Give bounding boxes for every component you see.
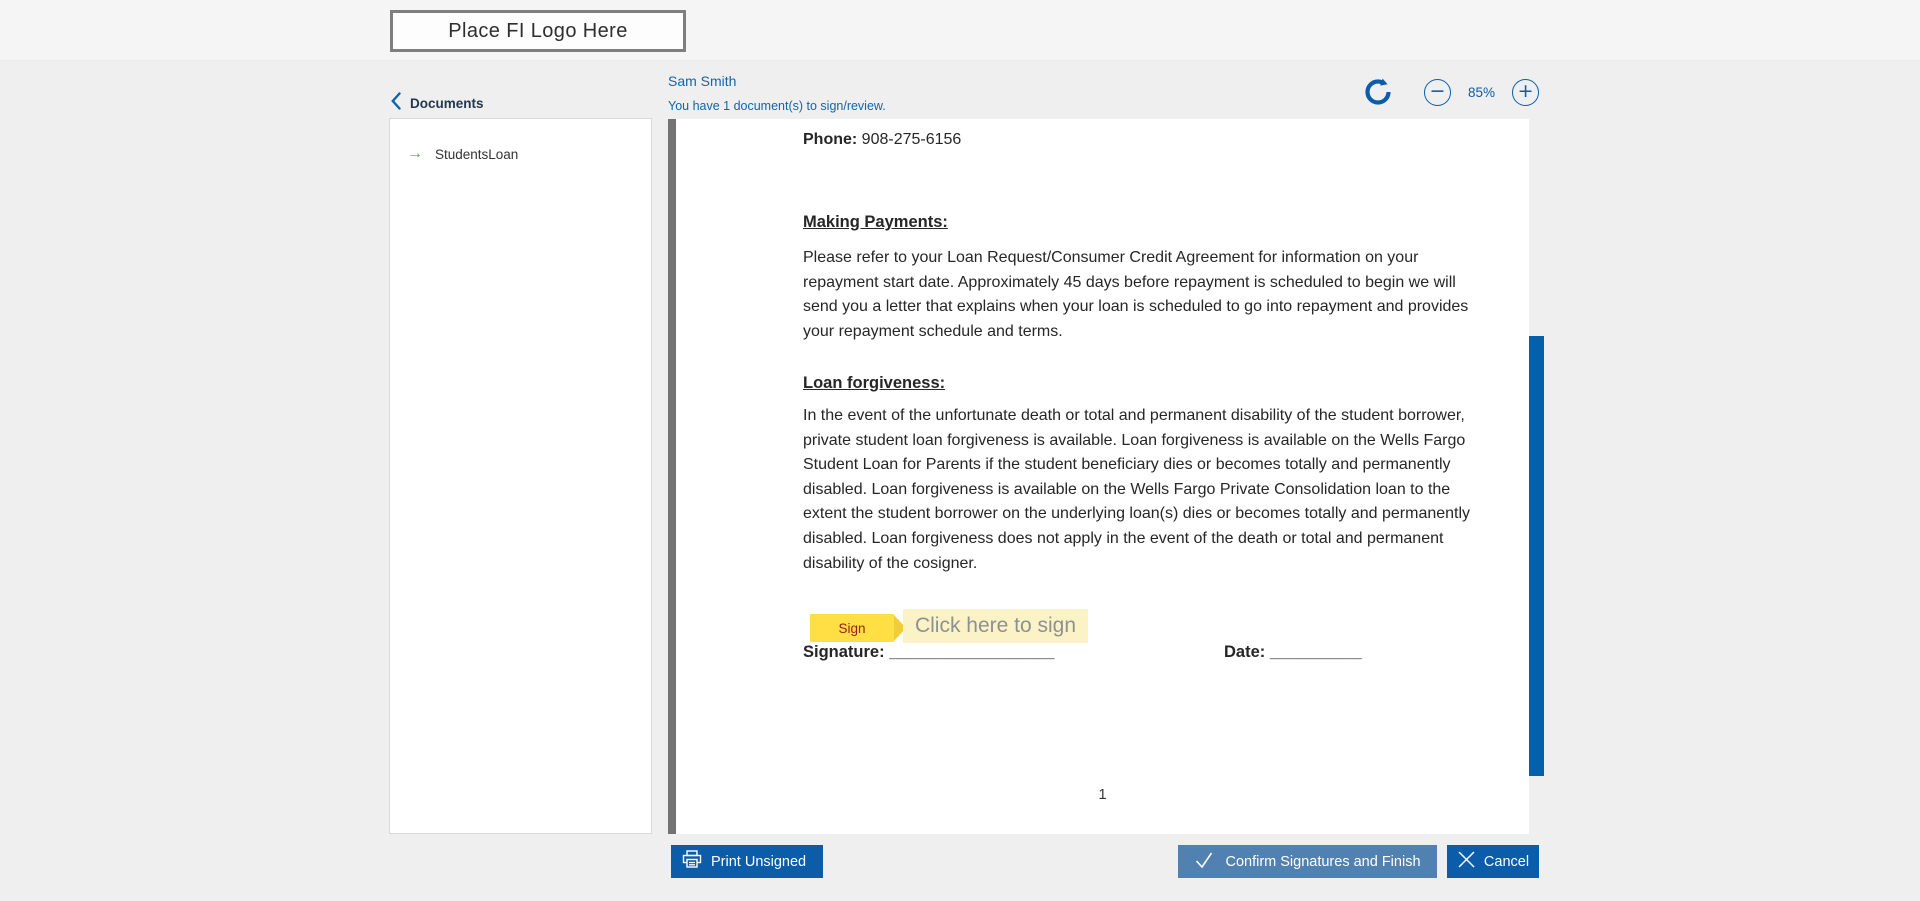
sign-tab[interactable] xyxy=(810,614,894,642)
back-chevron-icon xyxy=(391,92,401,115)
phone-label: Phone: xyxy=(803,131,858,148)
signature-line: __________________ xyxy=(889,643,1055,661)
viewer-scrollbar-thumb[interactable] xyxy=(1529,336,1544,776)
click-here-to-sign-field[interactable] xyxy=(903,609,1088,643)
page-number: 1 xyxy=(1098,787,1107,803)
date-label: Date: xyxy=(1224,643,1266,661)
sidebar-item-studentsloan[interactable] xyxy=(407,145,651,163)
document-item-label: StudentsLoan xyxy=(435,146,519,162)
zoom-out-icon: − xyxy=(1429,79,1446,102)
making-payments-heading: Making Payments: xyxy=(803,213,948,231)
checkmark-icon xyxy=(1194,850,1214,874)
user-name: Sam Smith xyxy=(668,73,737,89)
cancel-label: Cancel xyxy=(1483,853,1530,870)
sign-tab-label: Sign xyxy=(838,620,866,636)
date-line: __________ xyxy=(1269,643,1362,661)
fi-logo-text: Place FI Logo Here xyxy=(448,19,628,42)
viewer-left-scrollbar[interactable] xyxy=(668,119,676,834)
confirm-signatures-label: Confirm Signatures and Finish xyxy=(1225,853,1421,870)
fi-logo-placeholder xyxy=(390,10,686,52)
print-unsigned-button[interactable] xyxy=(671,845,823,878)
viewer-toolbar xyxy=(1362,76,1539,108)
zoom-in-button[interactable] xyxy=(1512,79,1539,106)
close-x-icon xyxy=(1457,850,1476,873)
signature-row xyxy=(803,643,1475,662)
current-document-arrow-icon: → xyxy=(407,145,423,162)
zoom-in-icon: + xyxy=(1517,79,1534,102)
zoom-level: 85% xyxy=(1468,84,1496,100)
date-group xyxy=(1224,643,1362,662)
top-bar xyxy=(0,0,1920,61)
documents-sidebar xyxy=(389,118,652,834)
documents-nav-label: Documents xyxy=(410,95,484,111)
user-info xyxy=(668,73,886,113)
documents-back-nav[interactable] xyxy=(391,93,484,113)
zoom-out-button[interactable] xyxy=(1424,79,1451,106)
loan-forgiveness-paragraph: In the event of the unfortunate death or total and permanent disability of the student borrower, private student loan forgiveness is available. Loan forgiveness is available on the Wells Fargo Student Loan for Parents if the student beneficiary dies or becomes totally and permanently disabled. Loan forgiveness is available on the Wells Fargo Private Consolidation loan to the extent the student borrower on the underlying loan(s) dies or becomes totally and permanently disabled. Loan forgiveness does not apply in the event of the death or total and permanent disability of the cosigner. xyxy=(803,407,1471,572)
sign-cta-label: Click here to sign xyxy=(914,614,1077,637)
printer-icon xyxy=(682,850,702,873)
confirm-signatures-button[interactable] xyxy=(1178,845,1437,878)
print-unsigned-label: Print Unsigned xyxy=(711,853,807,870)
document-page xyxy=(676,119,1529,834)
making-payments-paragraph: Please refer to your Loan Request/Consumer Credit Agreement for information on your repayment start date. Approximately 45 days before repayment is scheduled to begin we will send you a letter that explains when your loan is scheduled to go into repayment and provides your repayment schedule and terms. xyxy=(803,249,1469,340)
loan-forgiveness-heading: Loan forgiveness: xyxy=(803,374,946,392)
documents-notice: You have 1 document(s) to sign/review. xyxy=(668,99,886,113)
refresh-icon xyxy=(1362,95,1394,112)
phone-number: 908-275-6156 xyxy=(861,131,962,148)
signature-label: Signature: xyxy=(803,643,885,661)
phone-line xyxy=(803,128,1475,153)
cancel-button[interactable] xyxy=(1447,845,1539,878)
refresh-button[interactable] xyxy=(1362,76,1394,108)
